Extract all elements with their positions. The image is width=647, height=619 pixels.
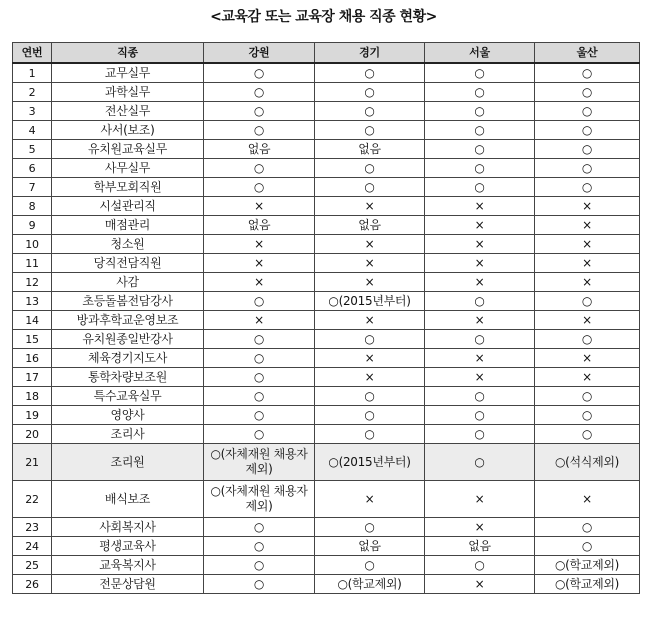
cell-no: 8 [13,197,52,216]
table-row [13,292,640,311]
table-row [13,556,640,575]
cell-no: 6 [13,159,52,178]
cell-gangwon: ○ [204,83,315,102]
cell-no: 22 [13,481,52,518]
cell-ulsan: ○ [535,518,640,537]
cell-job: 유치원교육실무 [52,140,204,159]
cell-gangwon: ○ [204,349,315,368]
cell-gangwon: ○ [204,102,315,121]
cell-seoul: × [425,216,535,235]
cell-ulsan: ○ [535,425,640,444]
table-row [13,197,640,216]
cell-gyeonggi: × [315,254,425,273]
job-status-table [12,42,640,594]
cell-job: 평생교육사 [52,537,204,556]
cell-no: 17 [13,368,52,387]
cell-job: 특수교육실무 [52,387,204,406]
cell-gyeonggi: ○ [315,518,425,537]
cell-gyeonggi: × [315,481,425,518]
cell-no: 25 [13,556,52,575]
cell-seoul: ○ [425,292,535,311]
cell-job: 교무실무 [52,63,204,83]
cell-no: 21 [13,444,52,481]
cell-ulsan: ○ [535,102,640,121]
cell-job: 체육경기지도사 [52,349,204,368]
table-row [13,235,640,254]
table-row [13,159,640,178]
cell-no: 10 [13,235,52,254]
cell-job: 당직전담직원 [52,254,204,273]
table-row [13,406,640,425]
cell-seoul: × [425,235,535,254]
cell-ulsan: × [535,311,640,330]
cell-gangwon: ○(자체재원 채용자 제외) [204,481,315,518]
cell-gangwon: ○ [204,330,315,349]
cell-no: 24 [13,537,52,556]
table-row [13,368,640,387]
cell-seoul: × [425,575,535,594]
cell-job: 사회복지사 [52,518,204,537]
cell-gangwon: ○ [204,159,315,178]
table-row [13,444,640,481]
cell-gyeonggi: 없음 [315,537,425,556]
cell-ulsan: × [535,273,640,292]
cell-ulsan: ○ [535,406,640,425]
cell-job: 과학실무 [52,83,204,102]
cell-ulsan: × [535,349,640,368]
cell-seoul: ○ [425,406,535,425]
cell-seoul: 없음 [425,537,535,556]
cell-job: 통학차량보조원 [52,368,204,387]
cell-gangwon: ○ [204,556,315,575]
header-job: 직종 [52,43,204,64]
cell-gangwon: × [204,254,315,273]
cell-gyeonggi: ○ [315,159,425,178]
cell-ulsan: ○ [535,292,640,311]
cell-gangwon: 없음 [204,140,315,159]
table-row [13,575,640,594]
cell-job: 유치원종일반강사 [52,330,204,349]
table-row [13,178,640,197]
cell-gangwon: ○ [204,178,315,197]
table-row [13,481,640,518]
cell-gangwon: ○ [204,537,315,556]
cell-gyeonggi: × [315,349,425,368]
cell-gangwon: ○ [204,121,315,140]
cell-gyeonggi: ○(학교제외) [315,575,425,594]
cell-ulsan: ○ [535,537,640,556]
cell-ulsan: × [535,481,640,518]
table-row [13,349,640,368]
cell-no: 26 [13,575,52,594]
cell-job: 청소원 [52,235,204,254]
cell-gyeonggi: ○ [315,178,425,197]
cell-gangwon: × [204,273,315,292]
cell-ulsan: × [535,368,640,387]
cell-seoul: ○ [425,140,535,159]
table-row [13,140,640,159]
cell-job: 학부모회직원 [52,178,204,197]
cell-no: 14 [13,311,52,330]
cell-gyeonggi: ○ [315,387,425,406]
cell-gyeonggi: ○ [315,63,425,83]
cell-gangwon: ○ [204,368,315,387]
header-gangwon: 강원 [204,43,315,64]
cell-job: 영양사 [52,406,204,425]
table-row [13,537,640,556]
cell-gangwon: ○ [204,406,315,425]
cell-job: 초등돌봄전담강사 [52,292,204,311]
cell-no: 15 [13,330,52,349]
cell-job: 전문상담원 [52,575,204,594]
cell-ulsan: ○ [535,140,640,159]
cell-no: 7 [13,178,52,197]
cell-seoul: ○ [425,83,535,102]
table-row [13,387,640,406]
cell-no: 11 [13,254,52,273]
cell-no: 23 [13,518,52,537]
cell-seoul: × [425,311,535,330]
table-body [13,63,640,594]
cell-ulsan: × [535,254,640,273]
cell-job: 교육복지사 [52,556,204,575]
cell-job: 사서(보조) [52,121,204,140]
table-row [13,102,640,121]
cell-no: 1 [13,63,52,83]
cell-seoul: × [425,481,535,518]
cell-seoul: ○ [425,178,535,197]
cell-no: 20 [13,425,52,444]
cell-job: 사감 [52,273,204,292]
cell-seoul: × [425,273,535,292]
cell-no: 2 [13,83,52,102]
cell-ulsan: × [535,235,640,254]
cell-job: 조리사 [52,425,204,444]
cell-gyeonggi: ○ [315,102,425,121]
cell-no: 13 [13,292,52,311]
cell-gyeonggi: ○ [315,425,425,444]
cell-job: 방과후학교운영보조 [52,311,204,330]
table-row [13,121,640,140]
table-row [13,425,640,444]
table-row [13,254,640,273]
cell-gyeonggi: × [315,197,425,216]
cell-seoul: ○ [425,121,535,140]
cell-job: 사무실무 [52,159,204,178]
cell-gyeonggi: ○ [315,556,425,575]
cell-gangwon: ○ [204,425,315,444]
header-no: 연번 [13,43,52,64]
cell-gyeonggi: ○(2015년부터) [315,444,425,481]
cell-seoul: ○ [425,425,535,444]
cell-gyeonggi: × [315,235,425,254]
cell-gyeonggi: ○(2015년부터) [315,292,425,311]
cell-ulsan: ○ [535,330,640,349]
cell-seoul: × [425,197,535,216]
cell-ulsan: ○ [535,63,640,83]
cell-job: 매점관리 [52,216,204,235]
cell-no: 12 [13,273,52,292]
cell-gangwon: ○ [204,387,315,406]
cell-job: 시설관리직 [52,197,204,216]
cell-job: 전산실무 [52,102,204,121]
cell-seoul: ○ [425,102,535,121]
cell-gyeonggi: ○ [315,121,425,140]
cell-gangwon: × [204,311,315,330]
document-title: <교육감 또는 교육장 채용 직종 현황> [210,9,437,25]
cell-gangwon: ○ [204,292,315,311]
cell-no: 19 [13,406,52,425]
cell-seoul: ○ [425,330,535,349]
cell-gangwon: ○ [204,575,315,594]
cell-job: 조리원 [52,444,204,481]
cell-seoul: ○ [425,63,535,83]
cell-seoul: × [425,254,535,273]
cell-gyeonggi: ○ [315,83,425,102]
cell-ulsan: ○ [535,159,640,178]
cell-gyeonggi: × [315,311,425,330]
table-row [13,216,640,235]
cell-ulsan: × [535,197,640,216]
cell-ulsan: ○ [535,178,640,197]
cell-seoul: × [425,368,535,387]
cell-gyeonggi: ○ [315,330,425,349]
cell-job: 배식보조 [52,481,204,518]
cell-no: 3 [13,102,52,121]
cell-no: 5 [13,140,52,159]
header-gyeonggi: 경기 [315,43,425,64]
cell-no: 4 [13,121,52,140]
cell-gangwon: × [204,235,315,254]
cell-gangwon: ○ [204,63,315,83]
cell-no: 18 [13,387,52,406]
cell-gangwon: ○ [204,518,315,537]
table-row [13,83,640,102]
cell-gangwon: × [204,197,315,216]
table-row [13,273,640,292]
cell-ulsan: ○(석식제외) [535,444,640,481]
cell-ulsan: ○(학교제외) [535,556,640,575]
table-row [13,518,640,537]
table-row [13,63,640,83]
cell-gyeonggi: ○ [315,406,425,425]
cell-gangwon: ○(자체재원 채용자 제외) [204,444,315,481]
header-ulsan: 울산 [535,43,640,64]
cell-ulsan: ○(학교제외) [535,575,640,594]
cell-ulsan: ○ [535,387,640,406]
table-header-row [13,43,640,64]
cell-no: 16 [13,349,52,368]
cell-seoul: × [425,349,535,368]
cell-ulsan: × [535,216,640,235]
cell-gyeonggi: 없음 [315,216,425,235]
cell-no: 9 [13,216,52,235]
cell-ulsan: ○ [535,83,640,102]
cell-ulsan: ○ [535,121,640,140]
table-row [13,311,640,330]
cell-gyeonggi: 없음 [315,140,425,159]
header-seoul: 서울 [425,43,535,64]
cell-gangwon: 없음 [204,216,315,235]
cell-seoul: × [425,518,535,537]
cell-seoul: ○ [425,387,535,406]
cell-seoul: ○ [425,444,535,481]
cell-seoul: ○ [425,556,535,575]
cell-seoul: ○ [425,159,535,178]
cell-gyeonggi: × [315,273,425,292]
cell-gyeonggi: × [315,368,425,387]
table-row [13,330,640,349]
